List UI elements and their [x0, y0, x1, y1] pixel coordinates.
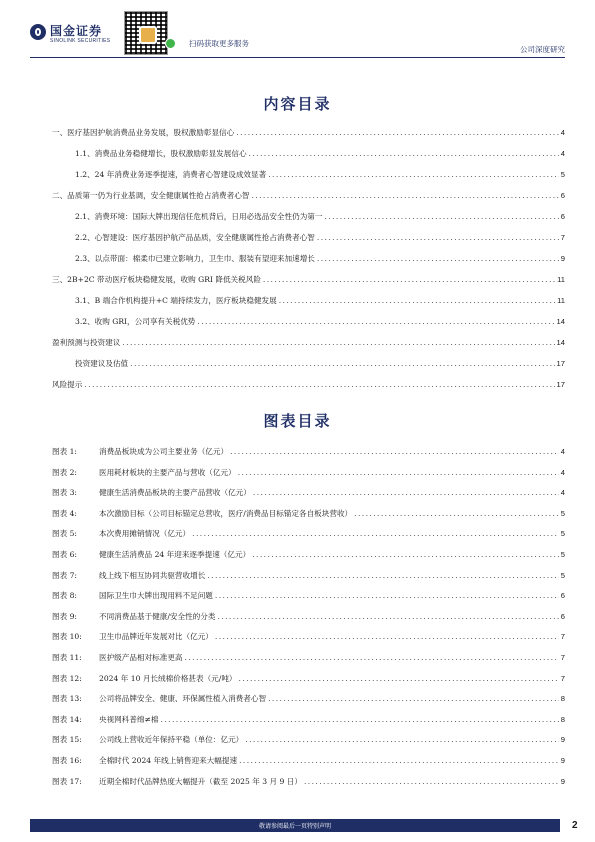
qr-caption: 扫码获取更多服务	[189, 39, 249, 48]
figure-entry-label: 图表 5:	[52, 529, 77, 539]
dot-leader	[354, 508, 559, 520]
toc-entry[interactable]	[75, 316, 565, 328]
toc-entry[interactable]	[52, 190, 565, 202]
dot-leader	[268, 169, 559, 181]
figure-entry[interactable]	[52, 528, 565, 540]
dot-leader	[249, 148, 559, 160]
figure-entry-label: 图表 1:	[52, 447, 77, 456]
toc-title: 内容目录	[263, 95, 332, 113]
figure-entry-text: 医用耗材板块的主要产品与营收（亿元）	[99, 467, 236, 477]
toc-entry-text: 二、品质第一仍为行业基调，安全健康属性抢占消费者心智	[52, 191, 250, 200]
figure-entry-label: 图表 7:	[52, 570, 77, 580]
figure-entry-text: 全棉时代 2024 年线上销售迎来大幅提速	[99, 756, 238, 765]
toc-entry[interactable]	[75, 232, 565, 244]
wechat-icon	[165, 38, 176, 49]
figure-entry-page: 4	[560, 488, 565, 498]
dot-leader	[84, 379, 554, 391]
toc-entry-page: 17	[556, 359, 565, 368]
figure-entry[interactable]	[52, 446, 565, 458]
toc-entry-text: 3.2、收购 GRI，公司享有关税优势	[75, 317, 196, 326]
toc-entry-page: 6	[560, 212, 565, 221]
toc-entry[interactable]	[75, 148, 565, 160]
dot-leader	[253, 487, 559, 499]
dot-leader	[215, 590, 559, 602]
figure-entry-label: 图表 13:	[52, 694, 82, 704]
figure-entry-page: 4	[560, 467, 565, 477]
figure-entry[interactable]	[52, 611, 565, 623]
toc-entry-page: 5	[560, 170, 565, 179]
figure-entry-page: 9	[560, 776, 565, 786]
dot-leader	[268, 693, 559, 705]
toc-entry-page: 11	[557, 275, 565, 284]
toc-entry[interactable]	[52, 379, 565, 391]
figure-entry-page: 5	[560, 570, 565, 580]
figure-entry-page: 8	[560, 714, 565, 724]
dot-leader	[251, 190, 558, 202]
figure-entry-page: 9	[560, 756, 565, 765]
figure-entry-text: 健康生活消费品板块的主要产品营收（亿元）	[99, 488, 251, 498]
toc-entry[interactable]	[52, 127, 565, 139]
toc-entry-text: 1.2、24 年消费业务逐季提速，消费者心智建设成效显著	[75, 170, 267, 179]
footer-disclaimer-link[interactable]: 敬请参阅最后一页特别声明	[258, 823, 331, 830]
figure-entry[interactable]	[52, 776, 565, 788]
figure-entry-page: 5	[560, 508, 565, 518]
figure-entry-page: 6	[560, 611, 565, 621]
figure-entry-label: 图表 11:	[52, 653, 82, 662]
dot-leader	[304, 776, 559, 788]
figure-entry-label: 图表 10:	[52, 632, 82, 642]
figure-entry[interactable]	[52, 693, 565, 705]
figure-entry-text: 国际卫生巾大牌出现用料不足问题	[99, 591, 213, 601]
qr-code-icon[interactable]	[124, 11, 168, 55]
figure-entry[interactable]	[52, 570, 565, 582]
toc-entry[interactable]	[52, 274, 565, 286]
figure-entry-text: 健康生活消费品 24 年迎来逐季提速（亿元）	[99, 550, 251, 559]
dot-leader	[279, 295, 555, 307]
toc-entry-text: 1.1、消费品业务稳健增长，股权激励彰显发展信心	[75, 149, 247, 158]
dot-leader	[317, 253, 559, 265]
figure-entry-label: 图表 4:	[52, 508, 77, 518]
toc-entry-text: 一、医疗基因护航消费品业务发展，股权激励彰显信心	[52, 128, 235, 137]
dot-leader	[130, 358, 554, 370]
dot-leader	[207, 570, 558, 582]
toc-entry-page: 4	[560, 128, 565, 137]
figure-entry-label: 图表 16:	[52, 756, 82, 765]
toc-entry-page: 9	[560, 254, 565, 263]
dot-leader	[197, 316, 554, 328]
figure-entry-text: 线上线下相互协同共驱营收增长	[99, 570, 206, 580]
figure-entry-page: 6	[560, 591, 565, 601]
figure-entry[interactable]	[52, 590, 565, 602]
figure-entry-label: 图表 6:	[52, 550, 77, 559]
figure-entry-text: 公司将品牌安全、健康、环保属性植入消费者心智	[99, 694, 267, 704]
dot-leader	[122, 337, 554, 349]
figure-entry[interactable]	[52, 467, 565, 479]
sinolink-logo-icon	[30, 24, 46, 40]
toc-entry-text: 2.3、以点带面：棉柔巾已建立影响力，卫生巾、服装有望迎来加速增长	[75, 254, 315, 263]
figure-entry-text: 公司线上营收近年保持平稳（单位：亿元）	[99, 735, 244, 745]
figure-entry[interactable]	[52, 631, 565, 643]
figure-entry-label: 图表 14:	[52, 714, 82, 724]
figures-title: 图表目录	[263, 412, 332, 430]
figure-entry[interactable]	[52, 508, 565, 520]
figure-entry-text: 本次激励目标（公司目标锚定总营收，医疗/消费品目标锚定各自板块营收）	[99, 508, 353, 518]
toc-entry-page: 4	[560, 149, 565, 158]
toc-entry-text: 三、2B+2C 带动医疗板块稳健发展，收购 GRI 降低关税风险	[52, 275, 261, 284]
dot-leader	[324, 211, 558, 223]
toc-entry[interactable]	[75, 295, 565, 307]
toc-entry-page: 14	[556, 317, 565, 326]
figure-entry-label: 图表 9:	[52, 611, 77, 621]
figure-entry-text: 医护级产品相对标准更高	[99, 653, 183, 662]
figure-entry-page: 5	[560, 529, 565, 539]
dot-leader	[185, 652, 559, 664]
figure-entry-page: 7	[560, 632, 565, 642]
dot-leader	[215, 631, 559, 643]
figure-entry-page: 9	[560, 735, 565, 745]
toc-entry-page: 7	[560, 233, 565, 242]
figure-entry-label: 图表 2:	[52, 467, 77, 477]
dot-leader	[252, 549, 559, 561]
figure-entry[interactable]	[52, 549, 565, 561]
figure-entry-label: 图表 15:	[52, 735, 82, 745]
toc-entry-text: 3.1、B 端合作机构提升+C 端持续发力，医疗板块稳健发展	[75, 296, 277, 305]
figure-entry[interactable]	[52, 734, 565, 746]
dot-leader	[238, 467, 559, 479]
toc-entry-page: 14	[556, 338, 565, 347]
footer-bar	[30, 819, 560, 832]
figure-entry[interactable]	[52, 673, 565, 685]
figure-entry-label: 图表 12:	[52, 673, 82, 683]
toc-entry[interactable]	[75, 211, 565, 223]
figure-entry[interactable]	[52, 714, 565, 726]
figure-entry[interactable]	[52, 487, 565, 499]
toc-entry-text: 2.2、心智建设：医疗基因护航产品品质，安全健康属性抢占消费者心智	[75, 233, 315, 242]
figure-entry-label: 图表 3:	[52, 488, 77, 498]
figure-entry-page: 8	[560, 694, 565, 704]
dot-leader	[217, 611, 558, 623]
toc-entry[interactable]	[75, 253, 565, 265]
header-divider	[30, 57, 565, 58]
logo-english-name: SINOLINK SECURITIES	[50, 38, 111, 44]
dot-leader	[239, 755, 559, 767]
figure-entry-page: 5	[560, 550, 565, 559]
toc-entry-page: 17	[556, 380, 565, 389]
toc-entry-text: 风险提示	[52, 380, 83, 389]
toc-entry-text: 投资建议及估值	[75, 359, 129, 368]
figure-entry-page: 4	[560, 447, 565, 456]
dot-leader	[236, 127, 559, 139]
toc-entry-page: 6	[560, 191, 565, 200]
figure-entry-text: 央视网科普绵≠棉	[99, 714, 159, 724]
toc-entry[interactable]	[75, 358, 565, 370]
figure-entry-text: 消费品板块成为公司主要业务（亿元）	[99, 447, 229, 456]
dot-leader	[239, 673, 559, 685]
figure-entry-label: 图表 17:	[52, 776, 82, 786]
dot-leader	[192, 528, 559, 540]
dot-leader	[230, 446, 559, 458]
figure-entry-page: 7	[560, 673, 565, 683]
figure-entry-text: 本次费用摊销情况（亿元）	[99, 529, 191, 539]
dot-leader	[161, 714, 559, 726]
dot-leader	[317, 232, 559, 244]
toc-entry[interactable]	[75, 169, 565, 181]
toc-entry-page: 11	[557, 296, 565, 305]
figure-entry[interactable]	[52, 755, 565, 767]
figure-entry[interactable]	[52, 652, 565, 664]
toc-entry[interactable]	[52, 337, 565, 349]
figure-entry-text: 不同消费品基于健康/安全性的分类	[99, 611, 216, 621]
figure-entry-text: 近期全棉时代品牌热度大幅提升（截至 2025 年 3 月 9 日）	[99, 776, 302, 786]
report-type-label: 公司深度研究	[520, 45, 565, 54]
toc-entry-text: 盈利预测与投资建议	[52, 338, 121, 347]
dot-leader	[263, 274, 555, 286]
figure-entry-label: 图表 8:	[52, 591, 77, 601]
toc-entry-text: 2.1、消费环境：国际大牌出现信任危机背后，日用必选品安全性仍为第一	[75, 212, 323, 221]
figure-entry-page: 7	[560, 653, 565, 662]
figure-entry-text: 卫生巾品牌近年发展对比（亿元）	[99, 632, 213, 642]
dot-leader	[245, 734, 558, 746]
page-number: 2	[572, 820, 578, 831]
figure-entry-text: 2024 年 10 月长绒棉价格甚表（元/吨）	[99, 673, 237, 683]
logo-chinese-name: 国金证券	[50, 24, 103, 38]
page-header	[0, 0, 595, 60]
